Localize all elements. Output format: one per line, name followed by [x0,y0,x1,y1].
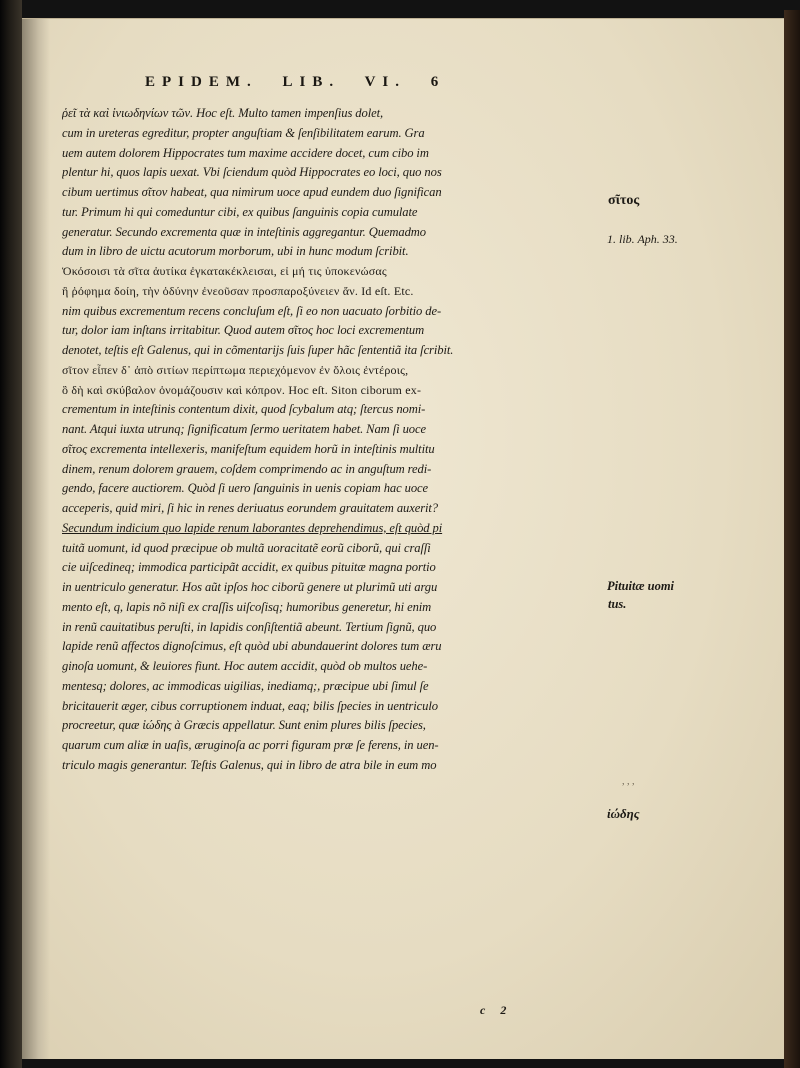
text-line: dinem, renum dolorem grauem, coſdem comprimendo ac in anguſtum redi- [62,461,432,476]
text-line-underlined: Secundum indicium quo lapide renum laborantes deprehendimus, eſt quòd pi [62,520,443,535]
text-line: cibum uertimus σῖτον habeat, qua nimirum uoce apud eundem duo ſignifican [62,185,442,199]
text-line: mentesq; dolores, ac immodicas uigilias, inediamq;, præcipue ubi ſimul ſe [62,678,429,693]
greek-text-line: ὃ δὴ καὶ σκύβαλον ὀνομάζουσιν καὶ κόπρον. Hoc eſt. Siton ciborum ex- [62,382,422,397]
text-line: ginoſa uomunt, & leuiores fiunt. Hoc autem accidit, quòd ob multos uehe- [62,659,428,673]
greek-text-line: Ὁκόσοισι τὰ σῖτα ἀυτίκα ἐγκατακέκλεισαι, εἰ μή τις ὑποκενώσας [62,264,387,278]
text-line: triculo magis generantur. Teſtis Galenus, qui in libro de atra bile in eum mo [62,757,437,772]
right-book-edge [784,10,800,1068]
text-line: quarum cum aliæ in uaſis, æruginoſa ac porri figuram præ ſe ferens, in uen- [62,738,439,752]
margin-note-pituitae: Pituitæ uomi [607,579,675,593]
text-line: acceperis, quid miri, ſi hic in renes deriuatus eorundem grauitatem auxerit? [62,501,438,515]
left-book-edge [0,0,22,1068]
text-line: tur, dolor iam inſtans irritabitur. Quod autem σῖτος hoc loci excrementum [62,323,425,338]
text-line: gendo, facere auctiorem. Quòd ſi uero ſanguinis in uenis copiam hac uoce [62,481,428,496]
text-line: nim quibus excrementum recens concluſum eſt, ſi eo non uacuato ſorbitio de- [62,303,442,318]
text-line: plentur hi, quos lapis uexat. Vbi ſciendum quòd Hippocrates eo loci, quo nos [62,165,442,180]
text-line: crementum in inteſtinis contentum dixit, quod ſcybalum atq; ſtercus nomi- [62,402,426,417]
text-line: denotet, teſtis eſt Galenus, qui in cõmentarijs ſuis ſuper hãc ſententiã ita ſcribit. [62,343,454,357]
text-line: cie uiſcedineq; immodica participãt accidit, ex quibus pituitæ magna portio [62,560,436,575]
text-line: in uentriculo generatur. Hos aũt ipſos hoc ciborũ genere ut plurimũ uti argu [62,580,438,594]
text-line: cum in ureteras egreditur, propter anguſtiam & ſenſibilitatem earum. Gra [62,125,425,140]
text-line: mento eſt, q, lapis nõ niſi ex craſſis uiſcoſisq; humoribus generetur, hi enim [62,599,432,614]
running-head-book-number: VI. [364,74,407,90]
text-line: tur. Primum hi qui comeduntur cibi, ex quibus ſanguinis copia cumulate [62,204,418,219]
greek-text-line: σῖτον εἶπεν δ᾽ ἀπὸ σιτίων περίπτωμα περιεχόμενον ἐν ὅλοις ἐντέροις, [62,362,409,377]
text-line: in renũ cauitatibus peruſti, in lapidis conſiſtentiã abeunt. Tertium ſignũ, quo [62,619,437,634]
greek-text-line: ἢ ῥόφημα δοίη, τὴν ὀδύνην ἐνεοῦσαν προσπαροξύνειεν ἄν. Id eſt. Etc. [62,283,414,298]
folio-number: 6 [430,74,446,90]
text-line: procreetur, quæ ἰώδης à Græcis appellatur. Sunt enim plures bilis ſpecies, [62,718,426,733]
text-line: lapide renũ affectos dignoſcimus, eſt quòd ubi abundauerint dolores tum æru [62,639,442,654]
page-gutter-shadow [22,19,50,1059]
body-text [62,104,594,776]
margin-note-sitos: σῖτος [608,193,640,208]
text-line: dum in libro de uictu acutorum morborum, ubi in hunc modum ſcribit. [62,244,409,259]
running-head [145,74,505,91]
catchword-signature: c 2 [480,1003,513,1017]
text-line: σῖτος excrementa intellexeris, manifeſtum equidem horũ in inteſtinis multitu [62,441,435,456]
text-line: nant. Atqui iuxta utrunq; ſignificatum ſermo ueritatem habet. Nam ſi uoce [62,422,426,436]
running-head-title: EPIDEM. [145,74,258,90]
text-line: generatur. Secundo excrementa quæ in inteſtinis aggregantur. Quemadmo [62,224,426,239]
margin-note-iodes: ἰώδης [607,806,640,821]
running-head-lib: LIB. [282,74,341,90]
margin-note-pituitae-continued: tus. [608,597,627,611]
text-line: tuitã uomunt, id quod præcipue ob multã uoracitatẽ eorũ ciborũ, qui craſſi [62,540,431,555]
text-line: bricitauerit æger, cibus corruptionem induat, eaq; bilis ſpecies in uentriculo [62,698,438,713]
margin-note-marks: , , , [622,776,635,787]
text-line: ῥεῖ τὰ καὶ ἰνιωδηνίων τῶν. Hoc eſt. Multo tamen impenſius dolet, [62,106,384,120]
margin-note-aphorism-reference: 1. lib. Aph. 33. [607,232,678,246]
text-line: uem autem dolorem Hippocrates tum maxime accidere docet, cum cibo im [62,145,429,160]
